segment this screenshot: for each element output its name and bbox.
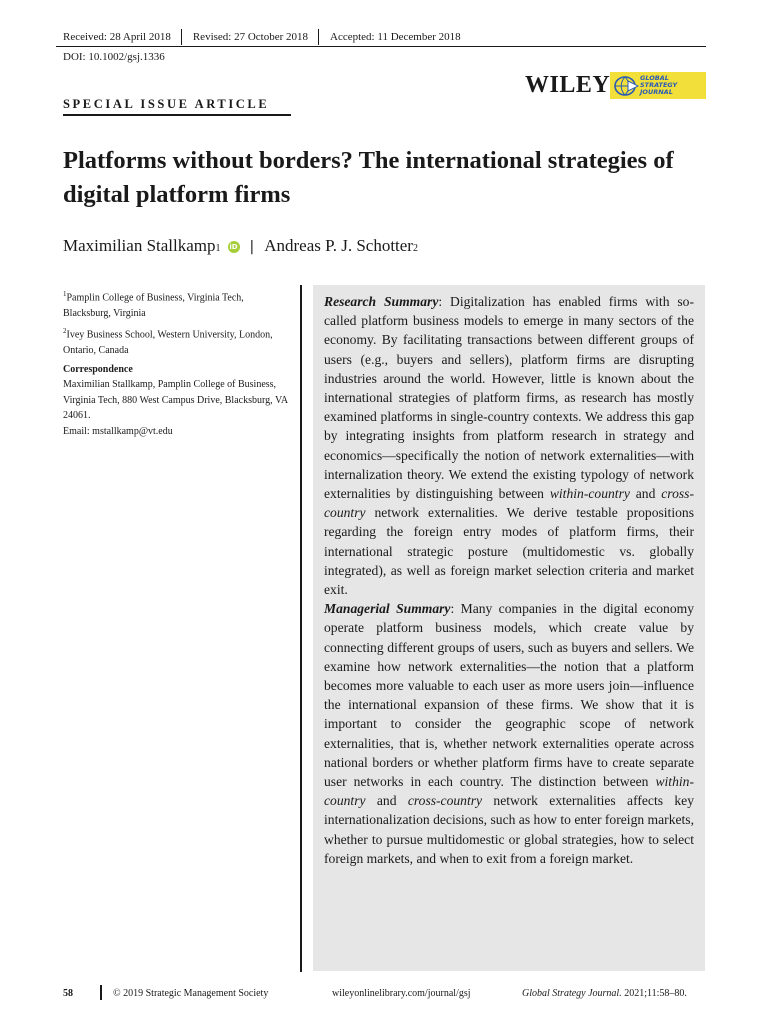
wiley-logo: WILEY [525,72,611,98]
globe-icon [612,74,640,98]
author-separator: | [249,239,255,255]
managerial-summary-text: : Many companies in the digital economy operate platform business models, which create value by connecting different groups of users, such as buyers and sellers. We examine how network externalities—the notion that a platform becomes more valuable to each user as more users join—influence the international expansion of these firms. We show that it is important to consider the geographic scope of network externalities, that is, whether network externalities operate across national borders or whether platform firms have to create separate user networks in each country. The distinction between [324,601,694,790]
doi[interactable]: DOI: 10.1002/gsj.1336 [63,51,165,63]
affiliations [63,287,293,439]
article-title: Platforms without borders? The international strategies of digital platform firms [63,147,674,208]
author-name[interactable]: Maximilian Stallkamp [63,236,216,255]
received-date: Received: 28 April 2018 [63,31,171,43]
affiliation [63,287,293,321]
author-name[interactable]: Andreas P. J. Schotter [264,236,413,255]
research-summary-text: : Digitalization has enabled firms with so-called platform business models to emerge in many sectors of the economy. By facilitating transactions between different groups of users (e.g., buyers and sellers), platform firms are disrupting industries around the world. However, little is known about the international strategies of platform firms, as research has mostly examined platforms in single-country contexts. We address this gap by integrating insights from platform research in strategy and economics—specifically the notion of network externalities—with internalization theory. We extend the existing typology of network externalities by distinguishing between [324,294,694,502]
emphasis: within-country [549,486,630,502]
emphasis: cross-country [407,793,483,809]
emphasis: within-country [324,774,694,809]
header-rule [56,46,706,47]
managerial-summary [324,599,694,868]
article-type-rule [63,114,291,116]
affiliation-number: 2 [63,327,67,336]
footer-divider [100,985,102,1000]
managerial-summary-label: Managerial Summary [324,601,451,617]
journal-citation [522,988,687,999]
journal-name: Global Strategy Journal. [522,988,622,999]
publication-dates [63,29,471,45]
affiliation-text: Ivey Business School, Western University, London, Ontario, Canada [63,329,273,357]
revised-date: Revised: 27 October 2018 [192,31,309,43]
research-summary-text: network externalities. We derive testable propositions regarding the foreign entry modes of platform firms, their international strategic posture (multidomestic vs. globally integrated), as well as foreign market selection criteria and market exit. [324,505,694,598]
journal-logo-line: GLOBAL [640,74,669,82]
affiliation-text: Pamplin College of Business, Virginia Tech, Blacksburg, Virginia [63,292,244,319]
research-summary [324,292,694,599]
emphasis: cross-country [324,486,694,521]
summary-text [324,292,694,868]
research-summary-label: Research Summary [324,294,439,309]
article-type: SPECIAL ISSUE ARTICLE [63,97,270,111]
correspondence-email[interactable]: Email: mstallkamp@vt.edu [63,425,173,437]
author-affiliation-mark: 2 [412,243,418,254]
journal-logo-text [640,75,677,96]
managerial-summary-text: and [365,793,408,809]
author-affiliation-mark: 1 [215,243,221,254]
journal-logo-line: JOURNAL [640,88,673,96]
affiliation-number: 1 [63,290,67,298]
date-divider [181,29,182,45]
date-divider [318,29,319,45]
correspondence-title: Correspondence [63,363,133,375]
correspondence-address: Maximilian Stallkamp, Pamplin College of Business, Virginia Tech, 880 West Campus Drive, Blacksburg, VA 24061. [63,379,288,422]
citation-details: 2021;11:58–80. [621,988,687,999]
author-list [63,236,418,256]
journal-logo-line: STRATEGY [640,81,678,89]
accepted-date: Accepted: 11 December 2018 [330,31,461,43]
page-number: 58 [63,988,73,999]
orcid-icon[interactable]: iD [229,243,238,251]
affiliation [63,324,293,358]
journal-logo [610,72,706,99]
copyright: © 2019 Strategic Management Society [113,988,269,999]
research-summary-text: and [629,486,662,502]
column-divider [300,285,302,972]
managerial-summary-text: network externalities affects key internationalization decisions, such as how to enter foreign markets, whether to pursue multidomestic or global strategies, how to select foreign markets, and when to exit from a foreign market. [324,793,694,866]
journal-url[interactable]: wileyonlinelibrary.com/journal/gsj [332,988,471,999]
